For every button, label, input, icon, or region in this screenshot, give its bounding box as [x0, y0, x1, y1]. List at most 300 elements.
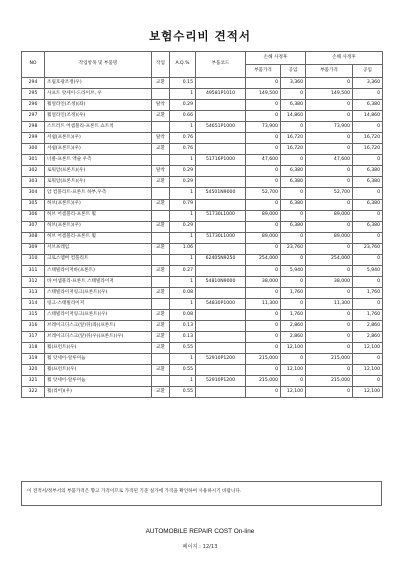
- cell-type: 교환: [152, 243, 170, 254]
- cell-code: [196, 321, 246, 332]
- cell-no: 313: [22, 287, 45, 298]
- cell-qty: 0.76: [170, 144, 196, 155]
- cell-l1: 0: [281, 122, 306, 133]
- cell-code: [196, 387, 246, 398]
- cell-name: 서쉽(프론트)(우): [45, 144, 152, 155]
- cell-qty: 0.08: [170, 309, 196, 320]
- cell-qty: 1.06: [170, 243, 196, 254]
- cell-name: 조립호광조정(우): [45, 78, 152, 89]
- cell-code: [196, 133, 246, 144]
- cell-no: 307: [22, 221, 45, 232]
- cell-p2: 0: [306, 265, 353, 276]
- cell-l2: 0: [353, 254, 383, 265]
- cell-l1: 23,760: [281, 243, 306, 254]
- cell-l1: 2,860: [281, 321, 306, 332]
- cell-name: 너클-프론트 액슬 우측: [45, 155, 152, 166]
- cell-name: 암 컴플리트-프론트 하부,우측: [45, 188, 152, 199]
- cell-no: 295: [22, 89, 45, 100]
- cell-no: 311: [22, 265, 45, 276]
- cell-no: 316: [22, 321, 45, 332]
- cell-p2: 0: [306, 144, 353, 155]
- cell-p2: 11,300: [306, 298, 353, 309]
- cell-code: [196, 243, 246, 254]
- cell-qty: 0.13: [170, 332, 196, 343]
- cell-code: [196, 166, 246, 177]
- table-row: [22, 265, 383, 276]
- cell-name: 휠 앗세이-알루미늄: [45, 354, 152, 365]
- cell-name: 스태빌라이저바(프론트): [45, 265, 152, 276]
- cell-code: 51716P1000: [196, 155, 246, 166]
- table-row: [22, 287, 383, 298]
- table-row: [22, 387, 383, 398]
- cell-qty: 0.29: [170, 177, 196, 188]
- table-row: [22, 100, 383, 111]
- cell-p2: 0: [306, 365, 353, 376]
- cell-l1: 6,380: [281, 199, 306, 210]
- col-group-after: 손해 사정후: [306, 52, 383, 65]
- cell-no: 317: [22, 332, 45, 343]
- cell-p1: 254,000: [246, 254, 281, 265]
- cell-p2: 0: [306, 243, 353, 254]
- cell-qty: 0.55: [170, 343, 196, 354]
- cell-p2: 0: [306, 287, 353, 298]
- cell-l2: 6,380: [353, 177, 383, 188]
- cell-no: 294: [22, 78, 45, 89]
- table-row: [22, 221, 383, 232]
- cell-l1: 6,380: [281, 100, 306, 111]
- cell-l2: 2,860: [353, 332, 383, 343]
- cell-l1: 0: [281, 254, 306, 265]
- cell-l2: 6,380: [353, 221, 383, 232]
- cell-l1: 1,760: [281, 309, 306, 320]
- cell-type: [152, 354, 170, 365]
- cell-qty: 1: [170, 276, 196, 287]
- cell-p1: 0: [246, 309, 281, 320]
- cell-no: 319: [22, 354, 45, 365]
- cell-p1: 0: [246, 166, 281, 177]
- cell-l2: 16,720: [353, 144, 383, 155]
- cell-name: 휠얼라인(조정)(우): [45, 111, 152, 122]
- cell-p1: 149,500: [246, 89, 281, 100]
- cell-no: 303: [22, 177, 45, 188]
- cell-p2: 215,000: [306, 376, 353, 387]
- cell-p2: 149,500: [306, 89, 353, 100]
- cell-name: 사프트 앗세이-드라이브, 우: [45, 89, 152, 100]
- document-title: 보험수리비 견적서: [149, 29, 251, 43]
- cell-p1: 0: [246, 387, 281, 398]
- cell-p1: 0: [246, 343, 281, 354]
- cell-code: 62405N9250: [196, 254, 246, 265]
- cell-code: [196, 287, 246, 298]
- cell-no: 312: [22, 276, 45, 287]
- cell-qty: 1: [170, 254, 196, 265]
- cell-name: 허브(프론트)(우): [45, 221, 152, 232]
- cell-no: 304: [22, 188, 45, 199]
- cell-l1: 5,940: [281, 265, 306, 276]
- cell-l2: 23,760: [353, 243, 383, 254]
- cell-no: 298: [22, 122, 45, 133]
- cell-l1: 1,760: [281, 287, 306, 298]
- cell-p2: 0: [306, 332, 353, 343]
- cell-p2: 0: [306, 111, 353, 122]
- cell-name: 브레이크디스크(앞)뒤(우)(프론트)(우): [45, 332, 152, 343]
- cell-name: 허브 어셈블리-프론트 휠: [45, 210, 152, 221]
- cell-code: [196, 144, 246, 155]
- cell-p2: 0: [306, 177, 353, 188]
- cell-l2: 5,940: [353, 265, 383, 276]
- cell-p2: 0: [306, 221, 353, 232]
- cell-no: 322: [22, 387, 45, 398]
- cell-no: 305: [22, 199, 45, 210]
- cell-l2: 6,380: [353, 100, 383, 111]
- table-row: [22, 321, 383, 332]
- cell-qty: 0.15: [170, 78, 196, 89]
- cell-p2: 89,000: [306, 232, 353, 243]
- cell-type: 탈착: [152, 100, 170, 111]
- cell-p1: 73,900: [246, 122, 281, 133]
- cell-p2: 89,000: [306, 210, 353, 221]
- cell-p1: 89,000: [246, 232, 281, 243]
- cell-p1: 0: [246, 144, 281, 155]
- cell-qty: 1: [170, 122, 196, 133]
- cell-l1: 6,380: [281, 221, 306, 232]
- col-part-price-2: 부품가격: [306, 65, 353, 78]
- cell-qty: 0.13: [170, 321, 196, 332]
- cell-code: [196, 177, 246, 188]
- col-work-item: 작업항목 및 부품명: [45, 52, 152, 78]
- cell-name: 크로스멤버 컴플리트: [45, 254, 152, 265]
- cell-p1: 0: [246, 243, 281, 254]
- cell-name: 휠 앗세이-알루미늄: [45, 376, 152, 387]
- cell-name: 스태빌라이저링크(프론트)(우): [45, 309, 152, 320]
- cell-type: 교환: [152, 144, 170, 155]
- cell-l1: 6,380: [281, 177, 306, 188]
- table-row: [22, 133, 383, 144]
- col-labor-2: 공임: [353, 65, 383, 78]
- cell-p2: 38,000: [306, 276, 353, 287]
- cell-code: [196, 265, 246, 276]
- cell-qty: 1: [170, 155, 196, 166]
- cell-qty: 1: [170, 354, 196, 365]
- cell-no: 306: [22, 210, 45, 221]
- cell-l1: 0: [281, 210, 306, 221]
- cell-name: 휠(리어)(우): [45, 387, 152, 398]
- table-row: [22, 155, 383, 166]
- cell-p1: 0: [246, 133, 281, 144]
- cell-type: 교환: [152, 111, 170, 122]
- cell-type: 교환: [152, 309, 170, 320]
- cell-type: 교환: [152, 78, 170, 89]
- cell-type: 교환: [152, 387, 170, 398]
- cell-p1: 0: [246, 100, 281, 111]
- cell-p1: 215,000: [246, 376, 281, 387]
- col-quantity: A.Q.%: [170, 52, 196, 78]
- cell-code: 52910P1200: [196, 376, 246, 387]
- cell-p1: 52,700: [246, 188, 281, 199]
- cell-qty: 1: [170, 298, 196, 309]
- cell-qty: 0.27: [170, 265, 196, 276]
- cell-l2: 12,100: [353, 387, 383, 398]
- table-row: [22, 122, 383, 133]
- cell-name: 휠(프런트)(우): [45, 343, 152, 354]
- col-part-price: 부품가격: [246, 65, 281, 78]
- cell-p2: 0: [306, 199, 353, 210]
- cell-l1: 6,380: [281, 166, 306, 177]
- cell-type: [152, 210, 170, 221]
- col-work-type: 작업: [152, 52, 170, 78]
- cell-l2: 0: [353, 298, 383, 309]
- cell-l2: 0: [353, 155, 383, 166]
- cell-no: 300: [22, 144, 45, 155]
- table-row: [22, 89, 383, 100]
- cell-no: 315: [22, 309, 45, 320]
- cell-code: 51730L1000: [196, 232, 246, 243]
- cell-code: 54830P1000: [196, 298, 246, 309]
- cell-l2: 2,860: [353, 321, 383, 332]
- cell-name: 로워암(프론트)(우): [45, 166, 152, 177]
- cell-type: [152, 254, 170, 265]
- cell-code: [196, 365, 246, 376]
- cell-l2: 0: [353, 188, 383, 199]
- cell-code: 54810N9000: [196, 276, 246, 287]
- cell-type: 교환: [152, 365, 170, 376]
- cell-type: [152, 276, 170, 287]
- cell-code: 51730L1000: [196, 210, 246, 221]
- cell-l2: 6,380: [353, 199, 383, 210]
- table-row: [22, 210, 383, 221]
- col-group-before: 손해 사정후: [246, 52, 306, 65]
- cell-name: 서브프레임: [45, 243, 152, 254]
- cell-p2: 0: [306, 321, 353, 332]
- cell-l1: 0: [281, 376, 306, 387]
- cell-l2: 0: [353, 122, 383, 133]
- cell-code: 54651P1000: [196, 122, 246, 133]
- table-row: [22, 365, 383, 376]
- cell-l1: 16,720: [281, 133, 306, 144]
- table-row: [22, 232, 383, 243]
- cell-l1: 16,720: [281, 144, 306, 155]
- cell-p1: 0: [246, 78, 281, 89]
- cell-p1: 0: [246, 332, 281, 343]
- cell-name: 링크-스태빌라이저: [45, 298, 152, 309]
- cell-qty: 0.76: [170, 133, 196, 144]
- cell-p2: 0: [306, 133, 353, 144]
- cell-name: 휠(프런트)(우): [45, 365, 152, 376]
- cell-qty: 1: [170, 89, 196, 100]
- estimate-table: [21, 51, 383, 398]
- table-row: [22, 254, 383, 265]
- cell-type: [152, 376, 170, 387]
- cell-p1: 11,300: [246, 298, 281, 309]
- cell-type: 교환: [152, 343, 170, 354]
- cell-l1: 14,860: [281, 111, 306, 122]
- cell-l2: 1,760: [353, 309, 383, 320]
- table-row: [22, 343, 383, 354]
- cell-no: 310: [22, 254, 45, 265]
- table-row: [22, 78, 383, 89]
- cell-name: 허브 어셈블리-프론트 휠: [45, 232, 152, 243]
- cell-qty: 0.66: [170, 111, 196, 122]
- table-row: [22, 332, 383, 343]
- table-row: [22, 177, 383, 188]
- cell-p2: 0: [306, 309, 353, 320]
- cell-type: 교환: [152, 265, 170, 276]
- cell-l2: 0: [353, 376, 383, 387]
- disclaimer-note: 이 견적서/정부서의 부품가격은 향고 가격이므로 가격된 기준 실가에 가격을 확인하여 사용하시기 바랍니다.: [21, 481, 382, 506]
- cell-l1: 0: [281, 298, 306, 309]
- cell-l1: 12,100: [281, 343, 306, 354]
- cell-code: [196, 221, 246, 232]
- cell-no: 318: [22, 343, 45, 354]
- cell-type: [152, 122, 170, 133]
- col-no: NO: [22, 52, 45, 78]
- cell-qty: 0.29: [170, 100, 196, 111]
- cell-p2: 73,900: [306, 122, 353, 133]
- cell-code: 49581P1010: [196, 89, 246, 100]
- cell-l2: 12,100: [353, 365, 383, 376]
- cell-code: [196, 343, 246, 354]
- cell-no: 297: [22, 111, 45, 122]
- cell-name: 휠얼라인(조정)(좌): [45, 100, 152, 111]
- cell-qty: 0.29: [170, 166, 196, 177]
- cell-p1: 215,000: [246, 354, 281, 365]
- cell-type: 교환: [152, 221, 170, 232]
- cell-code: [196, 199, 246, 210]
- cell-l2: 12,100: [353, 343, 383, 354]
- cell-name: 브레이크디스크(앞)뒤(좌)(프론트): [45, 321, 152, 332]
- cell-name: 서쉽(프론트)(우): [45, 133, 152, 144]
- cell-l1: 12,100: [281, 387, 306, 398]
- cell-p1: 47,600: [246, 155, 281, 166]
- cell-qty: 1: [170, 210, 196, 221]
- cell-l1: 3,360: [281, 78, 306, 89]
- cell-type: 교환: [152, 332, 170, 343]
- cell-p2: 0: [306, 78, 353, 89]
- cell-type: [152, 89, 170, 100]
- cell-qty: 0.55: [170, 387, 196, 398]
- cell-name: 바 어셈블리-프론트 스태빌라이저: [45, 276, 152, 287]
- cell-l1: 2,860: [281, 332, 306, 343]
- cell-p2: 0: [306, 166, 353, 177]
- table-row: [22, 166, 383, 177]
- table-row: [22, 354, 383, 365]
- cell-type: 교환: [152, 199, 170, 210]
- cell-p2: 0: [306, 387, 353, 398]
- cell-code: [196, 332, 246, 343]
- cell-type: 교환: [152, 321, 170, 332]
- cell-p1: 0: [246, 365, 281, 376]
- cell-type: 교환: [152, 287, 170, 298]
- cell-p1: 0: [246, 111, 281, 122]
- table-row: [22, 199, 383, 210]
- cell-name: 스트러트 어셈블리-프론트 쇼트척: [45, 122, 152, 133]
- cell-l1: 0: [281, 89, 306, 100]
- cell-l2: 6,380: [353, 166, 383, 177]
- cell-no: 320: [22, 365, 45, 376]
- cell-p1: 38,000: [246, 276, 281, 287]
- table-row: [22, 309, 383, 320]
- cell-type: 교환: [152, 177, 170, 188]
- table-header: [22, 52, 383, 78]
- cell-l2: 0: [353, 232, 383, 243]
- cell-p2: 0: [306, 343, 353, 354]
- cell-code: [196, 111, 246, 122]
- cell-l1: 0: [281, 188, 306, 199]
- cell-type: [152, 188, 170, 199]
- cell-no: 299: [22, 133, 45, 144]
- cell-l2: 0: [353, 354, 383, 365]
- cell-l2: 1,760: [353, 287, 383, 298]
- table-row: [22, 111, 383, 122]
- table-body: [22, 78, 383, 398]
- cell-code: [196, 78, 246, 89]
- cell-p1: 0: [246, 177, 281, 188]
- cell-qty: 0.55: [170, 365, 196, 376]
- cell-type: [152, 155, 170, 166]
- cell-l2: 3,360: [353, 78, 383, 89]
- cell-l1: 0: [281, 354, 306, 365]
- cell-qty: 1: [170, 232, 196, 243]
- cell-p1: 0: [246, 321, 281, 332]
- cell-qty: 0.29: [170, 221, 196, 232]
- table-row: [22, 298, 383, 309]
- cell-p1: 0: [246, 265, 281, 276]
- page-number: 페이지 : 12/13: [182, 544, 218, 550]
- cell-p2: 0: [306, 100, 353, 111]
- cell-l1: 0: [281, 232, 306, 243]
- cell-l1: 12,100: [281, 365, 306, 376]
- cell-qty: 1: [170, 188, 196, 199]
- cell-code: 54501N9000: [196, 188, 246, 199]
- cell-no: 314: [22, 298, 45, 309]
- cell-p1: 89,000: [246, 210, 281, 221]
- cell-type: [152, 232, 170, 243]
- cell-no: 309: [22, 243, 45, 254]
- cell-p1: 0: [246, 199, 281, 210]
- col-part-code: 부품코드: [196, 52, 246, 78]
- cell-p2: 47,600: [306, 155, 353, 166]
- cell-no: 302: [22, 166, 45, 177]
- cell-l2: 0: [353, 210, 383, 221]
- table-row: [22, 276, 383, 287]
- footer-brand: AUTOMOBILE REPAIR COST On-line: [145, 528, 255, 535]
- cell-type: 탈착: [152, 133, 170, 144]
- cell-l2: 16,720: [353, 133, 383, 144]
- cell-name: 로워암(프론트)(우): [45, 177, 152, 188]
- table-row: [22, 144, 383, 155]
- cell-l1: 0: [281, 155, 306, 166]
- cell-l1: 0: [281, 276, 306, 287]
- cell-qty: 1: [170, 376, 196, 387]
- cell-l2: 0: [353, 276, 383, 287]
- cell-no: 301: [22, 155, 45, 166]
- table-row: [22, 376, 383, 387]
- cell-no: 321: [22, 376, 45, 387]
- table-row: [22, 243, 383, 254]
- cell-type: 탈착: [152, 166, 170, 177]
- cell-p2: 215,000: [306, 354, 353, 365]
- cell-qty: 0.08: [170, 287, 196, 298]
- cell-type: [152, 298, 170, 309]
- cell-name: 허브(프론트)(우): [45, 199, 152, 210]
- cell-code: [196, 309, 246, 320]
- cell-l2: 0: [353, 89, 383, 100]
- cell-l2: 14,860: [353, 111, 383, 122]
- cell-code: [196, 100, 246, 111]
- cell-code: 52910P1200: [196, 354, 246, 365]
- cell-no: 296: [22, 100, 45, 111]
- cell-name: 스태빌라이저링크(프론트)(우): [45, 287, 152, 298]
